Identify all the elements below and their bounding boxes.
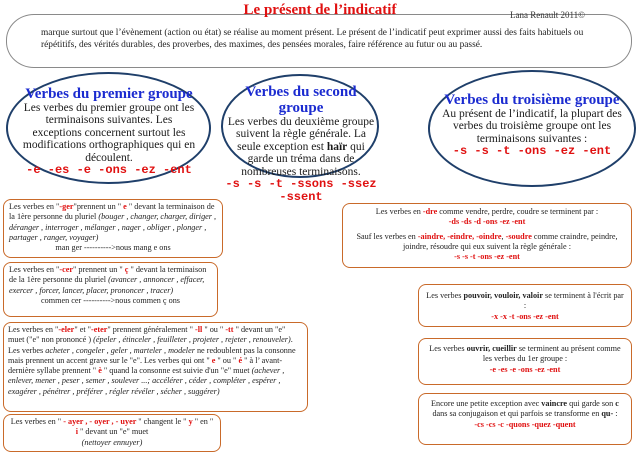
first-group-endings: -e -es -e -ons -ez -ent — [26, 163, 192, 178]
ouvrir-rule-box: Les verbes ouvrir, cueillir se terminent au présent comme les verbes du 1er groupe : -e -es -e -ons -ez -ent — [418, 338, 632, 385]
ouvrir-endings: -e -es -e -ons -ez -ent — [489, 364, 561, 374]
first-group-title: Verbes du premier groupe — [25, 86, 193, 102]
eler-rule-box: Les verbes en "-eler" et "-eter" prennent généralement " -ll " ou " -tt " devant un "e" muet ("e" non prononcé ) (épeler , étinceler , feuilleter , projeter , rejeter , renouveler). Les verbes acheter , congeler , geler , marteler , modeler ne redoublent pas la consonne mais prennent un accent grave sur le "e". Les verbes qui ont " e " ou " é " à l’ avant-dernière syllabe prennent " è " quand la consonne est suivie d'un "e" muet (achever , enlever, mener , peser , semer , soulever ...; accélérer , céder , compléter , espérer , exagérer , pénétrer , préférer , régler révéler , sécher , suggérer) — [3, 322, 308, 412]
ger-example: man ger ---------->nous mang e ons — [55, 243, 171, 253]
dre-exception-endings: -s -s -t -ons -ez -ent — [454, 252, 520, 262]
first-group-body: Les verbes du premier groupe ont les terminaisons suivantes. Les exceptions concernent surtout les modifications orthographiques qui en découlent. — [22, 102, 196, 164]
third-group-ellipse — [428, 70, 636, 187]
third-group-body: Au présent de l’indicatif, la plupart des verbes du troisième groupe ont les terminaisons suivantes : — [442, 108, 622, 145]
intro-box — [6, 14, 632, 68]
pouvoir-endings: -x -x -t -ons -ez -ent — [491, 311, 559, 321]
cer-example: commen cer ---------->nous commen ç ons — [41, 295, 180, 305]
second-group-endings: -s -s -t -ssons -ssez -ssent — [225, 177, 377, 205]
third-group-title: Verbes du troisième groupe — [444, 92, 620, 108]
hair-keyword: haïr — [326, 140, 348, 153]
yer-example: (nettoyer ennuyer) — [81, 437, 143, 447]
second-group-body: Les verbes du deuxième groupe suivent la règle générale. La seule exception est haïr qui garde un tréma dans de nombreuses terminaisons. — [227, 116, 375, 178]
cer-rule-box: Les verbes en "-cer" prennent un " ç " devant la terminaison de la 1ère personne du pluriel (avancer , annoncer , effacer, exercer , forcer, lancer, placer, prononcer , tracer) commen cer ---------->nous commen ç ons — [3, 262, 218, 317]
author-credit: Lana Renault 2011© — [510, 10, 585, 20]
first-group-ellipse — [6, 72, 211, 184]
second-group-ellipse — [221, 74, 379, 205]
intro-text: marque surtout que l’évènement (action ou état) se réalise au moment présent. Le présent de l’indicatif peut exprimer aussi des faits habituels ou répétitifs, des vérités durables, des proverbes, des maximes, des pensées morales, faire référence au futur ou au passé. — [41, 28, 584, 50]
page-title: Le présent de l’indicatif — [243, 2, 397, 18]
yer-rule-box: Les verbes en " - ayer , - oyer , - uyer " changent le " y " en " i " devant un "e" muet (nettoyer ennuyer) — [3, 414, 221, 452]
vaincre-rule-box: Encore une petite exception avec vaincre qui garde son c dans sa conjugaison et qui parfois se transforme en qu- : -cs -cs -c -quons -quez -quent — [418, 393, 632, 445]
ger-rule-box: Les verbes en "-ger"prennent un " e " devant la terminaison de la 1ère personne du pluriel (bouger , changer, charger, diriger , déranger , interroger , mélanger , nager , obliger , plonger , partager , ranger, voyager) man ger ---------->nous mang e ons — [3, 199, 223, 258]
pouvoir-rule-box: Les verbes pouvoir, vouloir, valoir se terminent à l'écrit par : -x -x -t -ons -ez -ent — [418, 284, 632, 327]
second-group-title: Verbes du second groupe — [245, 84, 357, 116]
third-group-endings: -s -s -t -ons -ez -ent — [452, 144, 612, 159]
dre-rule-box: Les verbes en -dre comme vendre, perdre, coudre se terminent par : -ds -ds -d -ons -ez -ent Sauf les verbes en -aindre, -eindre, -oindre, -soudre comme craindre, peindre, joindre, résoudre qui eux suivent la règle générale : -s -s -t -ons -ez -ent — [342, 203, 632, 268]
vaincre-endings: -cs -cs -c -quons -quez -quent — [474, 419, 576, 429]
dre-endings: -ds -ds -d -ons -ez -ent — [448, 217, 526, 227]
